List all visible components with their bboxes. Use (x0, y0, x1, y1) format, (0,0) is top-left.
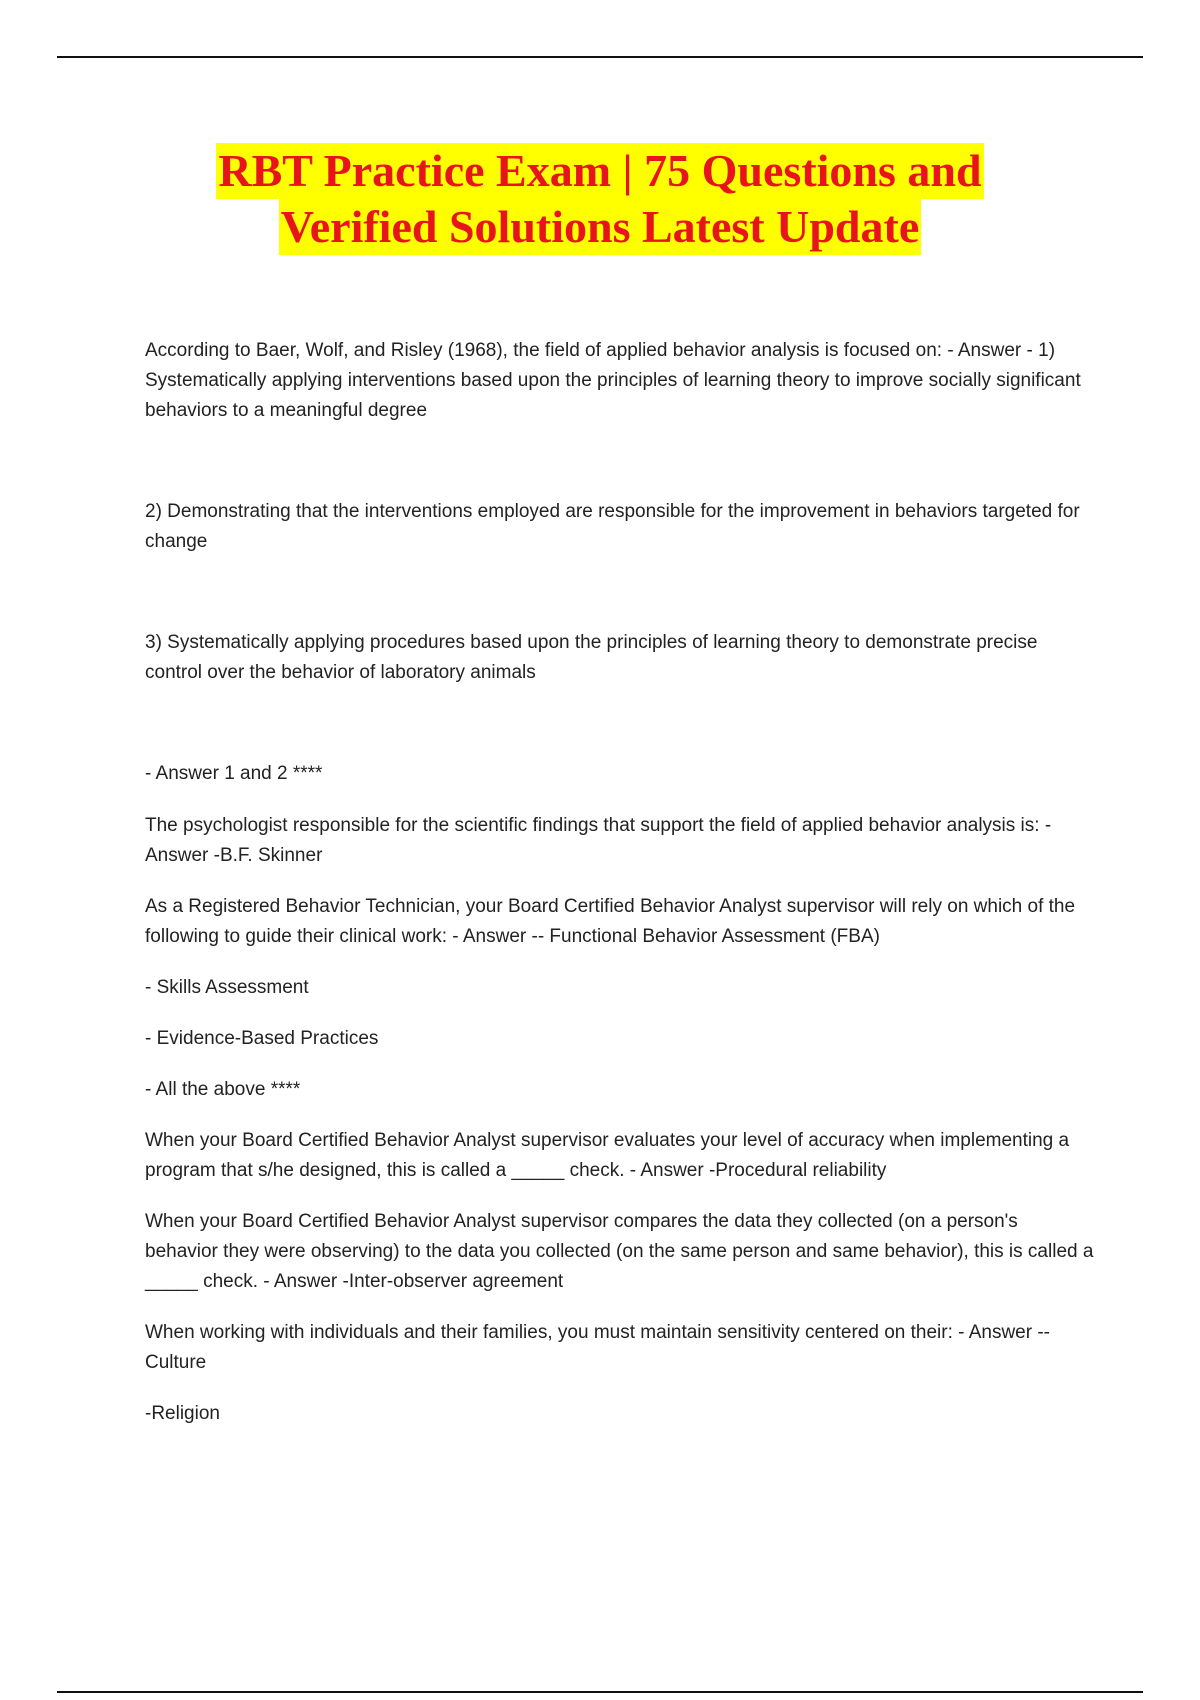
option-skills-assessment: - Skills Assessment (145, 977, 309, 998)
answer-1: - Answer 1 and 2 **** (145, 763, 323, 784)
question-5: When your Board Certified Behavior Analyst supervisor compares the data they collected (on a person's behavior they were observing) to the data you collected (on the same person and same behavior), this is called a _____ check. - Answer -Inter-observer agreement (145, 1211, 1094, 1292)
question-1: According to Baer, Wolf, and Risley (1968), the field of applied behavior analysis is focused on: - Answer - 1) Systematically applying interventions based upon the principles of learning theory to improve socially significant behaviors to a meaningful degree (145, 340, 1081, 421)
question-6: When working with individuals and their families, you must maintain sensitivity centered on their: - Answer --Culture (145, 1322, 1050, 1373)
bottom-divider (57, 1691, 1143, 1693)
question-4: When your Board Certified Behavior Analyst supervisor evaluates your level of accuracy when implementing a program that s/he designed, this is called a _____ check. - Answer -Procedural reliability (145, 1130, 1070, 1181)
title-line-1: RBT Practice Exam | 75 Questions and (216, 143, 983, 199)
question-2: The psychologist responsible for the scientific findings that support the field of applied behavior analysis is: - Answer -B.F. Skinner (145, 815, 1052, 866)
option-all-above: - All the above **** (145, 1079, 301, 1100)
option-evidence-based: - Evidence-Based Practices (145, 1028, 379, 1049)
option-religion: -Religion (145, 1403, 220, 1424)
option-3: 3) Systematically applying procedures based upon the principles of learning theory to demonstrate precise control over the behavior of laboratory animals (145, 632, 1038, 683)
title-line-2: Verified Solutions Latest Update (279, 199, 922, 255)
top-divider (57, 56, 1143, 58)
document-body (145, 336, 1095, 1429)
option-2: 2) Demonstrating that the interventions employed are responsible for the improvement in behaviors targeted for change (145, 501, 1080, 552)
page-title (0, 143, 1200, 255)
question-3: As a Registered Behavior Technician, your Board Certified Behavior Analyst supervisor will rely on which of the following to guide their clinical work: - Answer -- Functional Behavior Assessment (FBA) (145, 896, 1076, 947)
